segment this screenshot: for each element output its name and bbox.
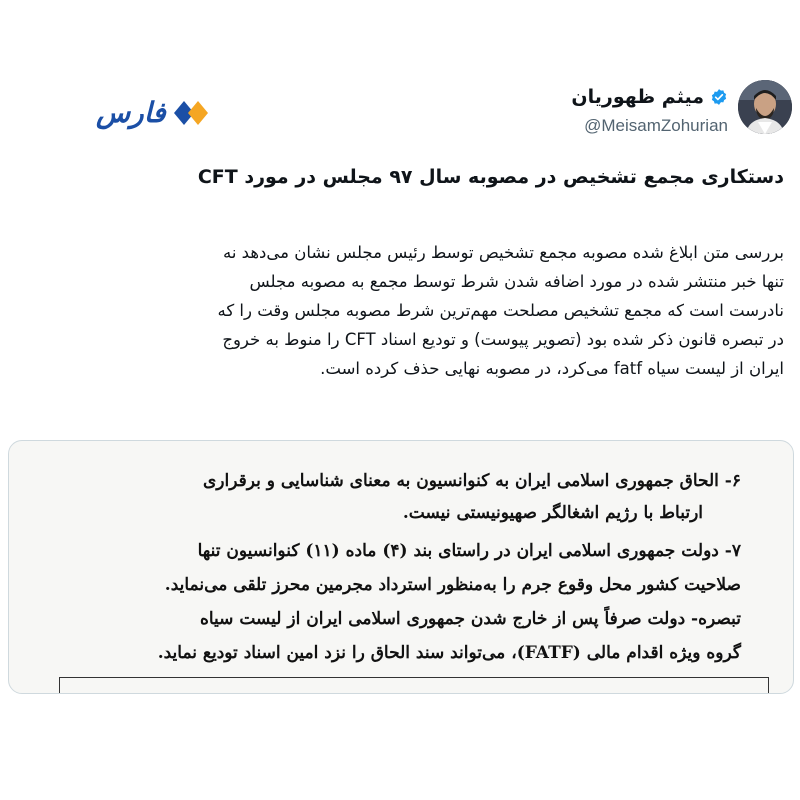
- fars-logo: [96, 96, 212, 129]
- avatar[interactable]: [738, 80, 792, 134]
- tweet-body-line: نادرست است که مجمع تشخیص مصلحت مهم‌ترین شرط مصوبه مجلس وقت را که: [217, 301, 784, 320]
- document-line: تبصره- دولت صرفاً پس از خارج شدن جمهوری اسلامی ایران از لیست سیاه: [199, 609, 741, 629]
- attached-image[interactable]: [8, 440, 794, 694]
- document-line: ۷- دولت جمهوری اسلامی ایران در راستای بند (۴) ماده (۱۱) کنوانسیون تنها: [197, 541, 741, 561]
- fars-logo-mark-icon: [172, 98, 212, 128]
- tweet-body: [4, 238, 784, 383]
- avatar-image: [738, 80, 792, 134]
- user-handle[interactable]: @MeisamZohurian: [584, 116, 728, 135]
- tweet-body-line: ایران از لیست سیاه fatf می‌کرد، در مصوبه نهایی حذف کرده است.: [320, 359, 784, 378]
- document-line: ۶- الحاق جمهوری اسلامی ایران به کنوانسیون به معنای شناسایی و برقراری: [202, 471, 741, 491]
- tweet-body-line: تنها خبر منتشر شده در مورد اضافه شدن شرط توسط مجمع به مصوبه مجلس: [249, 272, 784, 291]
- tweet-body-line: در تبصره قانون ذکر شده بود (تصویر پیوست) و تودیع اسناد CFT را منوط به خروج: [222, 330, 784, 349]
- display-name[interactable]: میثم ظهوریان: [571, 86, 704, 108]
- document-line: گروه ویژه اقدام مالی (FATF)، می‌تواند سند الحاق را نزد امین اسناد تودیع نماید.: [157, 643, 741, 663]
- author-name-row: [571, 86, 728, 108]
- document-line: ارتباط با رژیم اشغالگر صهیونیستی نیست.: [402, 503, 703, 523]
- logo-text: فارس: [96, 96, 166, 129]
- document-line: صلاحیت کشور محل وقوع جرم را به‌منظور استرداد مجرمین محرز تلقی می‌نماید.: [164, 575, 741, 595]
- tweet-body-line: بررسی متن ابلاغ شده مصوبه مجمع تشخیص توسط رئیس مجلس نشان می‌دهد نه: [223, 243, 784, 262]
- scanned-document: [9, 441, 793, 693]
- verified-badge-icon: [710, 88, 728, 106]
- document-frame: [59, 677, 769, 694]
- tweet-headline: دستکاری مجمع تشخیص در مصوبه سال ۹۷ مجلس در مورد CFT: [197, 166, 784, 188]
